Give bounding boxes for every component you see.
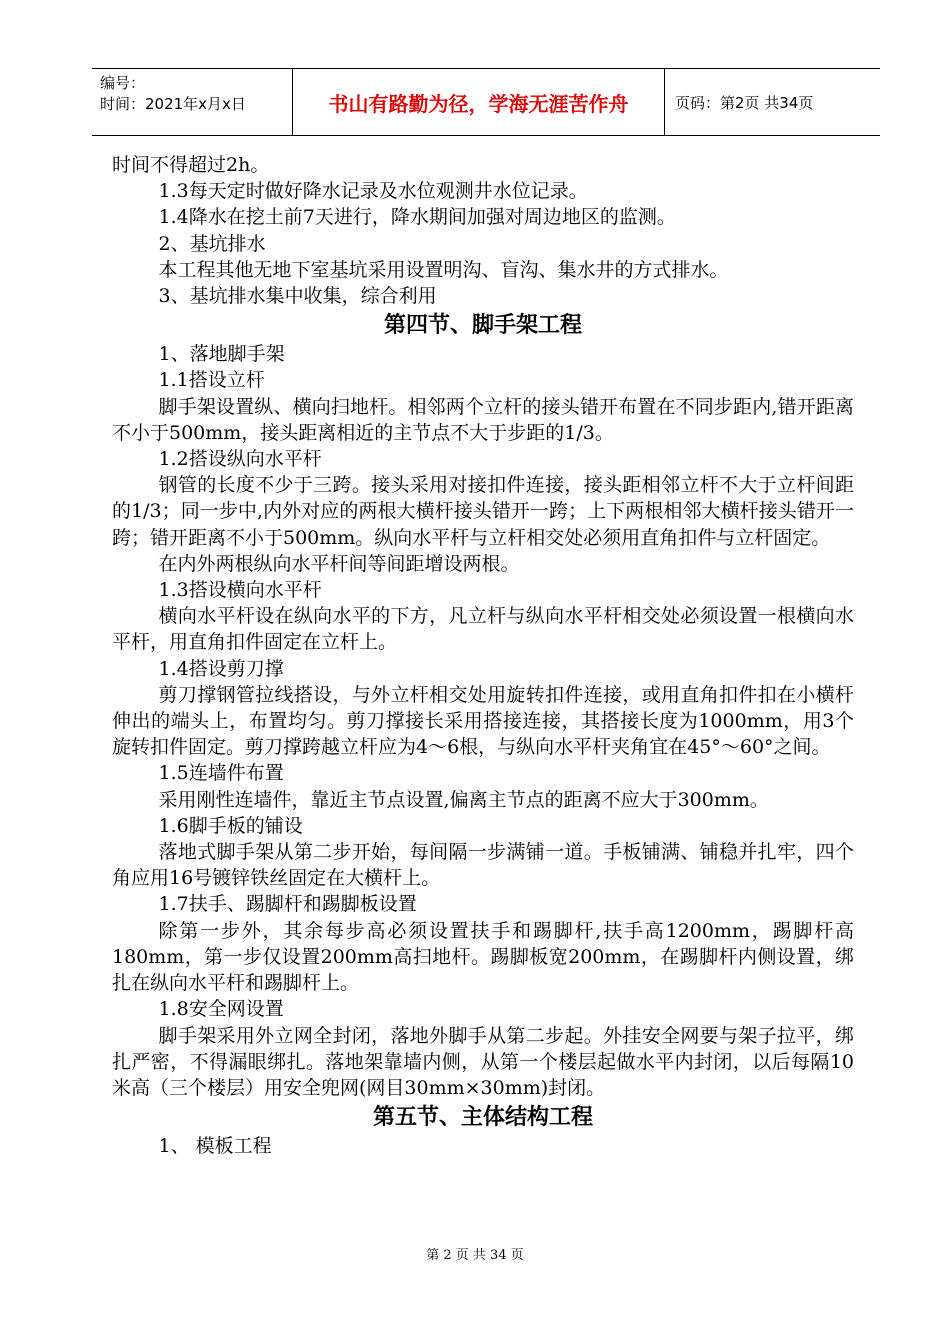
paragraph: 1.7扶手、踢脚杆和踢脚板设置 xyxy=(158,893,417,916)
paragraph: 1.8安全网设置 xyxy=(158,998,284,1021)
paragraph: 除第一步外，其余每步高必须设置扶手和踢脚杆,扶手高1200mm，踢脚杆高180mm，第一步仅设置200mm高扫地杆。踢脚板宽200mm，在踢脚杆内侧设置，绑扎在纵向水平杆和踢脚杆上。 xyxy=(112,919,854,995)
paragraph: 横向水平杆设在纵向水平的下方，凡立杆与纵向水平杆相交处必须设置一根横向水平杆，用直角扣件固定在立杆上。 xyxy=(112,605,854,654)
paragraph: 本工程其他无地下室基坑采用设置明沟、盲沟、集水井的方式排水。 xyxy=(158,258,729,281)
paragraph: 1.5连墙件布置 xyxy=(158,762,284,785)
paragraph: 1.3搭设横向水平杆 xyxy=(158,579,322,602)
paragraph: 脚手架采用外立网全封闭，落地外脚手从第二步起。外挂安全网要与架子拉平，绑扎严密，不得漏眼绑扎。落地架靠墙内侧，从第一个楼层起做水平内封闭，以后每隔10米高（三个楼层）用安全兜网(网目30mm×30mm)封闭。 xyxy=(112,1024,854,1099)
page-header xyxy=(92,68,880,136)
paragraph: 1.4搭设剪刀撑 xyxy=(158,657,284,680)
paragraph: 在内外两根纵向水平杆间等间距增设两根。 xyxy=(158,552,520,575)
header-motto: 书山有路勤为径，学海无涯苦作舟 xyxy=(292,69,665,135)
paragraph: 剪刀撑钢管拉线搭设，与外立杆相交处用旋转扣件连接，或用直角扣件扣在小横杆伸出的端头上，布置均匀。剪刀撑接长采用搭接连接，其搭接长度为1000mm，用3个旋转扣件固定。剪刀撑跨越立杆应为4～6根，与纵向水平杆夹角宜在45°～60°之间。 xyxy=(112,683,854,759)
code-label: 编号： xyxy=(100,74,146,92)
paragraph: 时间不得超过2h。 xyxy=(112,154,270,176)
document-body xyxy=(112,152,854,1159)
header-meta xyxy=(92,69,292,135)
footer-page-number: 第 2 页 共 34 页 xyxy=(426,1248,524,1263)
paragraph: 1.6脚手板的铺设 xyxy=(158,814,303,837)
page-footer xyxy=(0,1244,950,1263)
paragraph: 1、落地脚手架 xyxy=(158,343,285,366)
paragraph: 1.2搭设纵向水平杆 xyxy=(158,448,322,471)
paragraph: 1.1搭设立杆 xyxy=(158,369,265,392)
time-label: 时间：2021年x月x日 xyxy=(100,95,246,113)
section-heading: 第五节、主体结构工程 xyxy=(372,1105,593,1131)
header-page-number: 页码：第2页 共34页 xyxy=(675,93,814,112)
paragraph: 3、基坑排水集中收集，综合利用 xyxy=(158,285,437,308)
paragraph: 采用刚性连墙件，靠近主节点设置,偏离主节点的距离不应大于300mm。 xyxy=(158,788,769,811)
paragraph: 钢管的长度不少于三跨。接头采用对接扣件连接，接头距相邻立杆不大于立杆间距的1/3；同一步中,内外对应的两根大横杆接头错开一跨；上下两根相邻大横杆接头错开一跨；错开距离不小于500mm。纵向水平杆与立杆相交处必须用直角扣件与立杆固定。 xyxy=(112,474,854,549)
paragraph: 2、基坑排水 xyxy=(158,232,266,255)
paragraph: 1、 模板工程 xyxy=(158,1135,272,1158)
paragraph: 落地式脚手架从第二步开始，每间隔一步满铺一道。手板铺满、铺稳并扎牢，四个角应用16号镀锌铁丝固定在大横杆上。 xyxy=(112,841,854,890)
paragraph: 1.4降水在挖土前7天进行，降水期间加强对周边地区的监测。 xyxy=(158,206,676,229)
paragraph: 1.3每天定时做好降水记录及水位观测井水位记录。 xyxy=(158,180,588,203)
paragraph: 脚手架设置纵、横向扫地杆。相邻两个立杆的接头错开布置在不同步距内,错开距离不小于500mm，接头距离相近的主节点不大于步距的1/3。 xyxy=(112,395,854,444)
section-heading: 第四节、脚手架工程 xyxy=(383,313,582,339)
